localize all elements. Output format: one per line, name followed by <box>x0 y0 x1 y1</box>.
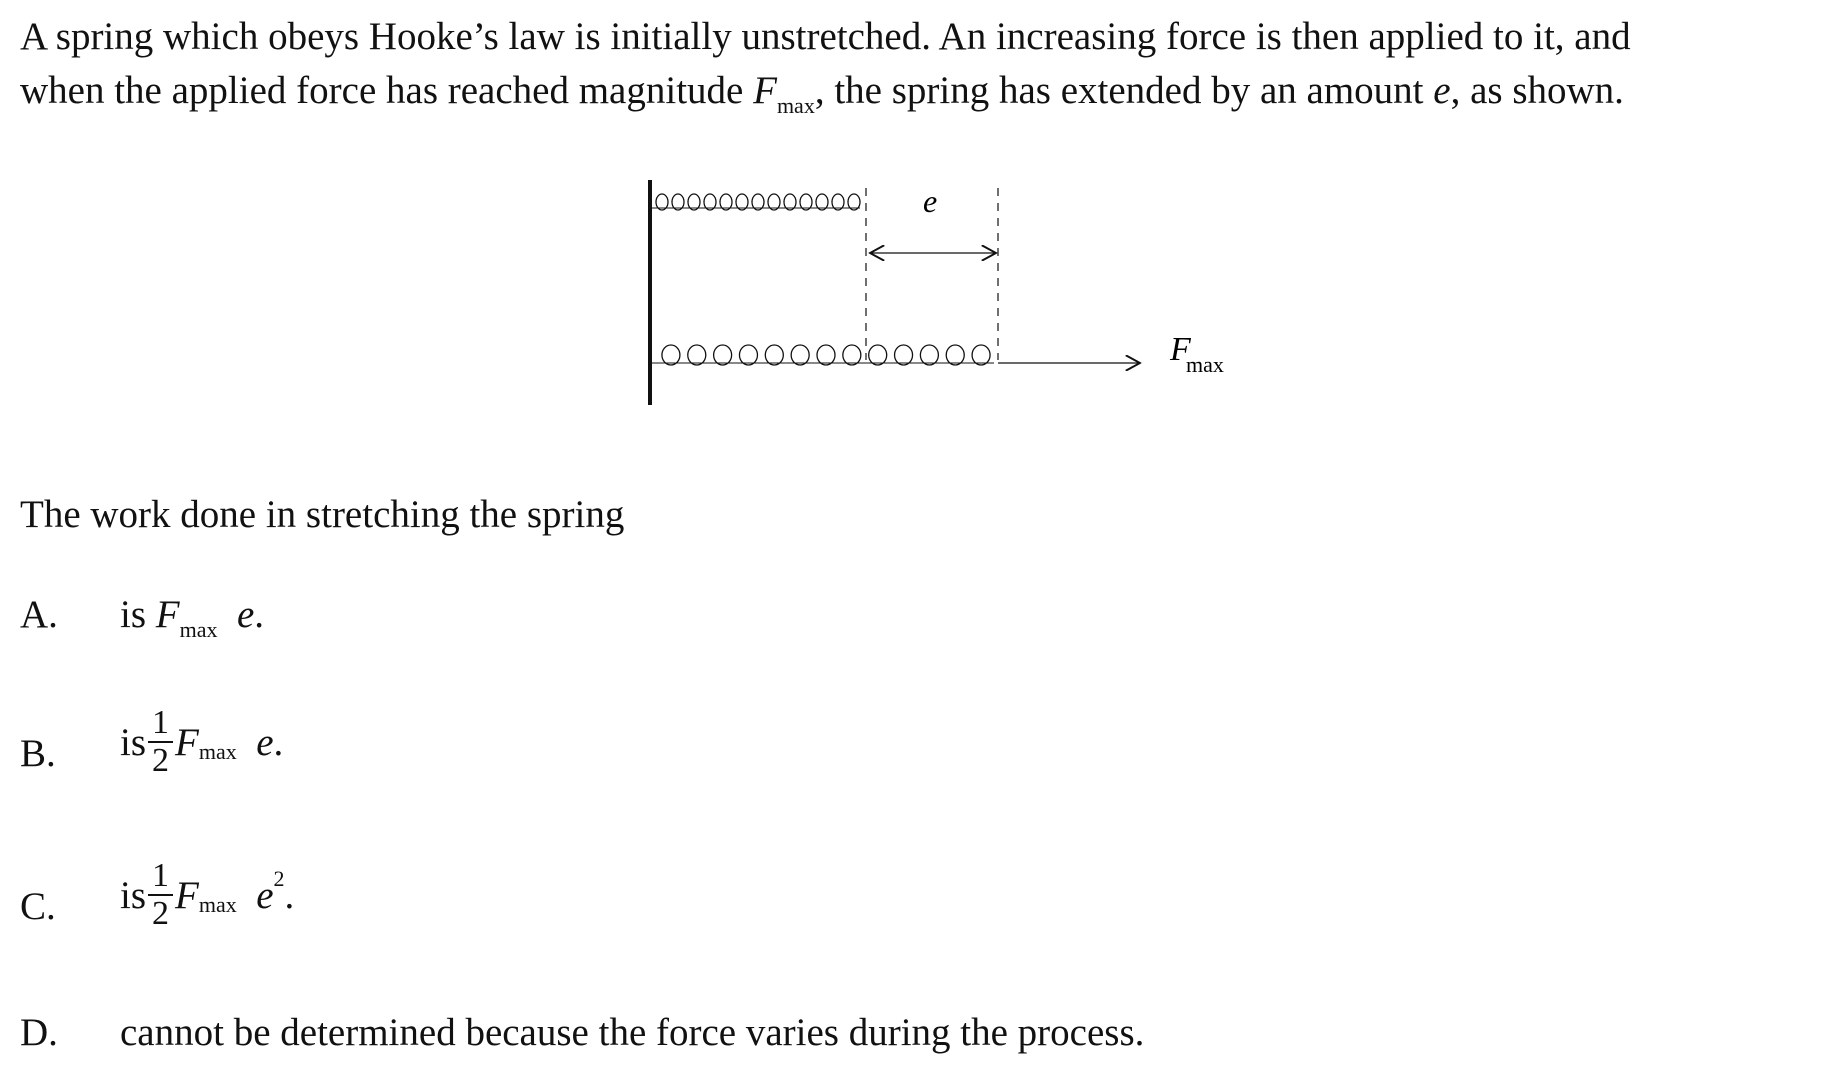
stem-line-1: A spring which obeys Hooke’s law is initially unstretched. An increasing force is then applied to it, and <box>20 15 1631 58</box>
spring-coil <box>895 345 913 365</box>
spring-diagram <box>620 170 1260 430</box>
option-b-body: is $\frac{1}{2}$ F max e . <box>120 704 284 779</box>
extension-label: e <box>923 183 938 219</box>
force-symbol: F <box>753 69 777 112</box>
one-half-fraction: $\frac{1}{2}$ <box>148 858 173 932</box>
one-half-fraction: $\frac{1}{2}$ <box>148 705 173 779</box>
extension-symbol: e <box>1433 69 1451 112</box>
question-text: The work done in stretching the spring <box>20 493 625 536</box>
option-d[interactable] <box>20 1010 1220 1060</box>
spring-coil <box>920 345 938 365</box>
spring-coil <box>739 345 757 365</box>
spring-coil <box>688 345 706 365</box>
option-d-body: cannot be determined because the force varies during the process. <box>120 1011 1145 1054</box>
question-stem <box>20 10 1810 123</box>
spring-coil <box>843 345 861 365</box>
option-a-letter: A. <box>20 593 58 636</box>
spring-coil <box>946 345 964 365</box>
option-c-letter: C. <box>20 885 56 928</box>
spring-coil <box>765 345 783 365</box>
spring-coil <box>972 345 990 365</box>
spring-coil <box>662 345 680 365</box>
option-d-letter: D. <box>20 1011 58 1054</box>
stretched-spring-coils <box>662 345 990 365</box>
spring-coil <box>714 345 732 365</box>
force-subscript: max <box>776 93 815 118</box>
option-c[interactable] <box>20 858 420 948</box>
option-a-body: is $F_{max}$ e. <box>120 593 265 642</box>
option-b[interactable] <box>20 705 420 795</box>
spring-coil <box>791 345 809 365</box>
spring-coil <box>817 345 835 365</box>
force-label: F <box>1170 331 1191 368</box>
stem-line-2: when the applied force has reached magnitude $F_{max}$, the spring has extended by an amount e, as shown. <box>20 69 1624 118</box>
option-b-letter: B. <box>20 732 56 775</box>
force-label-subscript: max <box>1186 352 1224 377</box>
spring-coil <box>869 345 887 365</box>
option-a[interactable] <box>20 592 420 652</box>
option-c-body: is $\frac{1}{2}$ F max e 2 . <box>120 857 295 932</box>
